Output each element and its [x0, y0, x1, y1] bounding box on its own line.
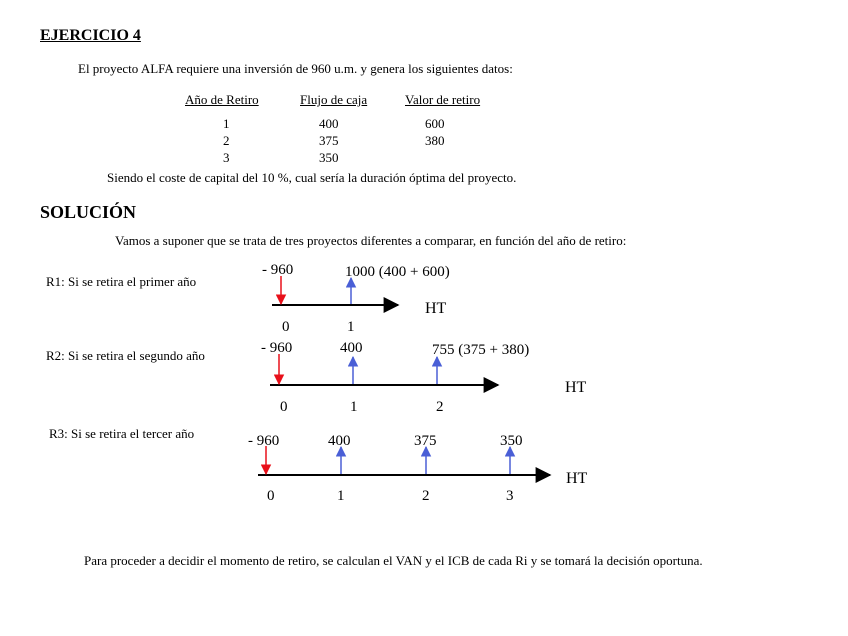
problem-statement: El proyecto ALFA requiere una inversión de 960 u.m. y genera los siguientes datos: — [78, 61, 513, 76]
period-label: 1 — [337, 488, 345, 504]
period-label: 0 — [280, 399, 288, 415]
table-cell: 2 — [223, 133, 230, 148]
table-header-year: Año de Retiro — [185, 92, 259, 107]
table-cell: 1 — [223, 116, 230, 131]
flow-amount: 1000 (400 + 600) — [345, 264, 450, 280]
flow-amount: 375 — [414, 433, 437, 449]
period-label: 1 — [347, 319, 355, 335]
table-cell: 350 — [319, 150, 339, 165]
scenario-label-r3: R3: Si se retira el tercer año — [49, 426, 195, 441]
table-header-salvage: Valor de retiro — [405, 92, 481, 107]
axis-label-ht: HT — [566, 470, 588, 487]
period-label: 2 — [436, 399, 444, 415]
period-label: 0 — [282, 319, 290, 335]
period-label: 1 — [350, 399, 358, 415]
conclusion-text: Para proceder a decidir el momento de retiro, se calculan el VAN y el ICB de cada Ri y se tomará la decisión oportuna. — [84, 553, 703, 568]
flow-amount: - 960 — [261, 340, 293, 356]
flow-amount: - 960 — [248, 433, 280, 449]
solution-heading: SOLUCIÓN — [40, 202, 137, 222]
table-cell: 400 — [319, 116, 339, 131]
diagram-r1 — [262, 262, 450, 335]
scenario-label-r1: R1: Si se retira el primer año — [46, 274, 197, 289]
flow-amount: 400 — [328, 433, 351, 449]
exercise-title: EJERCICIO 4 — [40, 27, 141, 44]
question-text: Siendo el coste de capital del 10 %, cual sería la duración óptima del proyecto. — [107, 170, 517, 185]
period-label: 2 — [422, 488, 430, 504]
table-header-cashflow: Flujo de caja — [300, 92, 368, 107]
axis-label-ht: HT — [425, 300, 447, 317]
flow-amount: 400 — [340, 340, 363, 356]
flow-amount: - 960 — [262, 262, 294, 278]
period-label: 0 — [267, 488, 275, 504]
table-cell: 375 — [319, 133, 339, 148]
diagram-r3 — [248, 433, 588, 504]
flow-amount: 350 — [500, 433, 523, 449]
period-label: 3 — [506, 488, 514, 504]
solution-intro: Vamos a suponer que se trata de tres proyectos diferentes a comparar, en función del año de retiro: — [115, 233, 627, 248]
scenario-label-r2: R2: Si se retira el segundo año — [46, 348, 205, 363]
axis-label-ht: HT — [565, 379, 587, 396]
flow-amount: 755 (375 + 380) — [432, 342, 530, 358]
diagram-r2 — [261, 340, 587, 415]
table-cell: 3 — [223, 150, 230, 165]
table-cell: 600 — [425, 116, 445, 131]
table-cell: 380 — [425, 133, 445, 148]
